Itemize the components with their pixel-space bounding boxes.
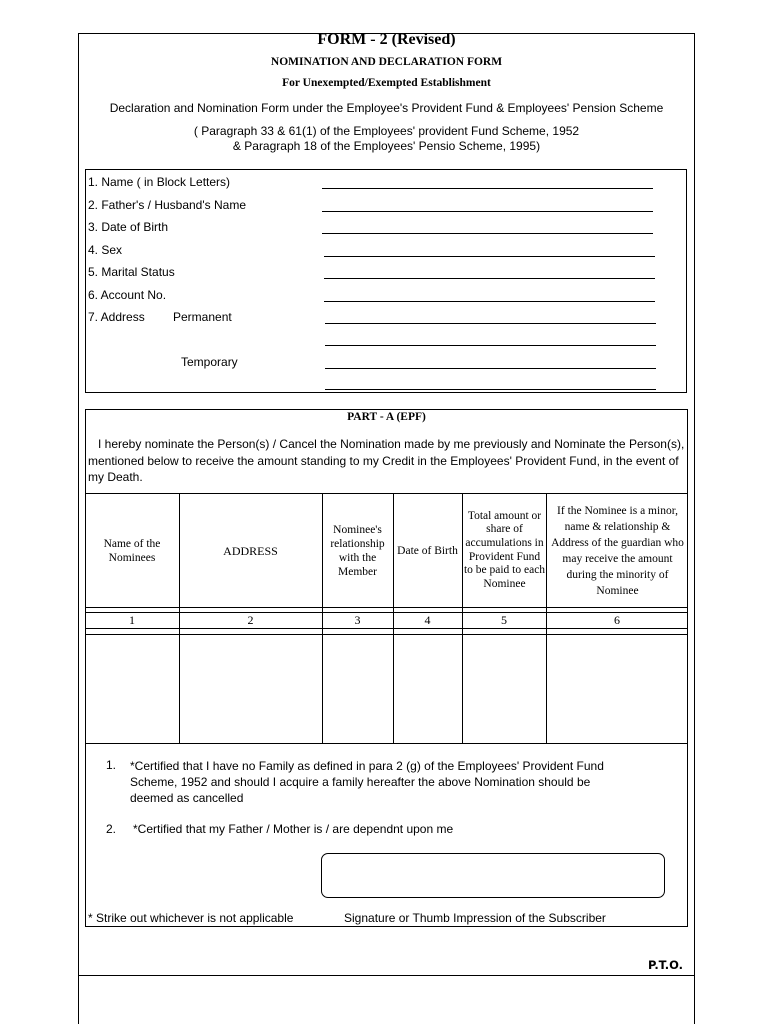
col-header-total-amount: Total amount or share of accumulations in Provident Fund to be paid to each Nominee — [463, 509, 546, 590]
page-footer-rule — [78, 975, 695, 976]
col-header-guardian: If the Nominee is a minor, name & relationship & Address of the guardian who may receive the amount during the minority of Nominee — [551, 504, 684, 597]
field-label-dob: 3. Date of Birth — [88, 220, 169, 234]
field-line-name[interactable] — [322, 188, 653, 189]
field-label-address: 7. Address — [88, 310, 145, 324]
field-line-account-no[interactable] — [324, 301, 655, 302]
certification-1-text: *Certified that I have no Family as defined in para 2 (g) of the Employees' Provident Fund Scheme, 1952 and should I acquire a family hereafter the above Nomination should be deemed as cancelled — [130, 759, 604, 805]
col-header-dob: Date of Birth — [397, 544, 458, 557]
pto-label: P.T.O. — [648, 958, 684, 972]
col-header-relationship: Nominee's relationship with the Member — [330, 523, 385, 578]
table-top-rule — [85, 493, 688, 494]
nominee-cell-dob[interactable] — [394, 636, 461, 742]
nominee-cell-name[interactable] — [86, 636, 178, 742]
field-line-address-permanent-1[interactable] — [325, 323, 656, 324]
paragraph-line-1: ( Paragraph 33 & 61(1) of the Employees' provident Fund Scheme, 1952 — [193, 124, 580, 138]
table-number-rule-2 — [85, 634, 688, 635]
col-header-nominee-name: Name of the Nominees — [103, 537, 161, 564]
declaration-line: Declaration and Nomination Form under the Employee's Provident Fund & Employees' Pension Scheme — [109, 101, 664, 115]
table-number-rule-1 — [85, 628, 688, 629]
col-number-5: 5 — [501, 613, 507, 627]
certification-2-number: 2. — [106, 822, 117, 836]
form-subtitle: NOMINATION AND DECLARATION FORM — [270, 56, 503, 68]
field-line-address-temporary-1[interactable] — [325, 368, 656, 369]
nominee-cell-amount[interactable] — [463, 636, 545, 742]
field-label-sex: 4. Sex — [88, 243, 123, 257]
field-line-address-permanent-2[interactable] — [325, 345, 656, 346]
col-number-6: 6 — [614, 613, 620, 627]
table-header-rule-1 — [85, 607, 688, 608]
nominee-cell-guardian[interactable] — [547, 636, 687, 742]
page-left-border — [78, 33, 79, 1024]
field-label-father-husband: 2. Father's / Husband's Name — [88, 198, 246, 212]
certification-2-text: *Certified that my Father / Mother is / are dependnt upon me — [133, 822, 454, 836]
field-label-name: 1. Name ( in Block Letters) — [88, 175, 231, 189]
form-title: FORM - 2 (Revised) — [317, 31, 456, 48]
table-bottom-rule — [85, 743, 688, 744]
col-header-address: ADDRESS — [223, 543, 278, 558]
certification-1-number: 1. — [106, 758, 117, 772]
col-number-1: 1 — [129, 613, 135, 627]
col-number-3: 3 — [354, 613, 361, 627]
establishment-type: For Unexempted/Exempted Establishment — [282, 77, 491, 89]
signature-box[interactable] — [321, 853, 665, 898]
field-line-marital-status[interactable] — [324, 278, 655, 279]
address-permanent-label: Permanent — [173, 310, 232, 324]
field-line-address-temporary-2[interactable] — [325, 389, 656, 390]
nominee-cell-relationship[interactable] — [323, 636, 392, 742]
field-line-dob[interactable] — [322, 233, 653, 234]
nominee-cell-address[interactable] — [180, 636, 321, 742]
field-line-father-husband[interactable] — [322, 211, 653, 212]
strike-out-note: * Strike out whichever is not applicable — [88, 911, 294, 925]
signature-label: Signature or Thumb Impression of the Subscriber — [344, 911, 606, 925]
paragraph-line-2: & Paragraph 18 of the Employees' Pensio Scheme, 1995) — [232, 139, 541, 153]
col-number-2: 2 — [247, 613, 254, 627]
page-right-border — [694, 33, 695, 1024]
field-label-account-no: 6. Account No. — [88, 288, 167, 302]
part-a-title: PART - A (EPF) — [347, 411, 426, 423]
col-number-4: 4 — [424, 613, 431, 627]
field-label-marital-status: 5. Marital Status — [88, 265, 175, 279]
address-temporary-label: Temporary — [181, 355, 238, 369]
part-a-intro: I hereby nominate the Person(s) / Cancel the Nomination made by me previously and Nominate the Person(s), mentioned below to receive the amount standing to my Credit in the Employees' Provident Fund, in the event of my Death. — [88, 437, 685, 484]
field-line-sex[interactable] — [324, 256, 655, 257]
